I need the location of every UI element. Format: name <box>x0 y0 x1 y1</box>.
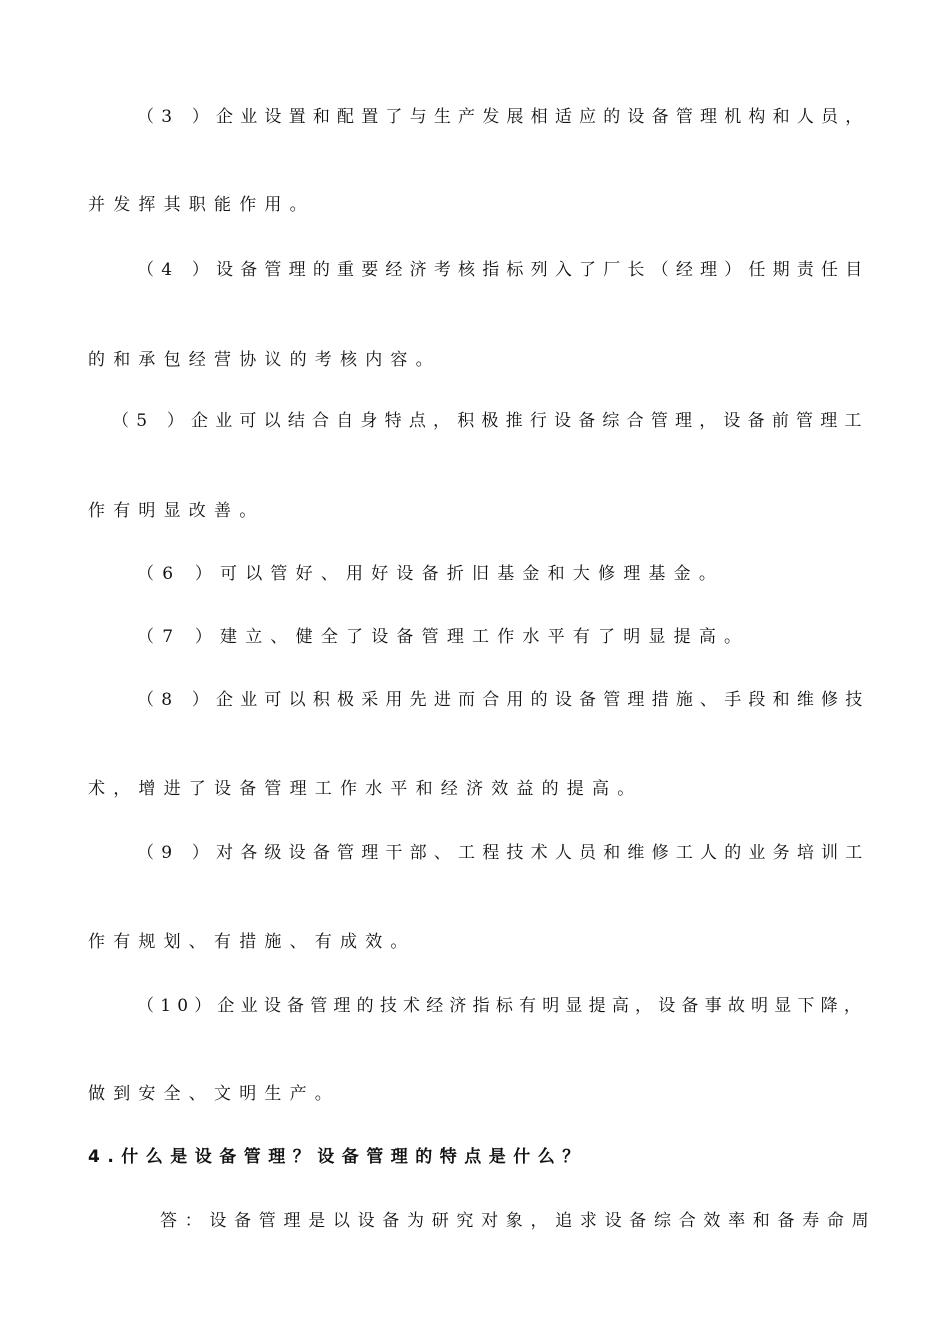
paragraph-line: （10）企业设备管理的技术经济指标有明显提高，设备事故明显下降， <box>137 996 868 1016</box>
paragraph-line: 答：设备管理是以设备为研究对象，追求设备综合效率和备寿命周 <box>160 1211 877 1231</box>
paragraph-line: （3 ）企业设置和配置了与生产发展相适应的设备管理机构和人员， <box>137 107 870 127</box>
paragraph-line: 的和承包经营协议的考核内容。 <box>88 350 441 370</box>
paragraph-line: 术，增进了设备管理工作水平和经济效益的提高。 <box>88 779 643 799</box>
paragraph-line: 作有规划、有措施、有成效。 <box>88 932 416 952</box>
paragraph-line: 并发挥其职能作用。 <box>88 195 315 215</box>
section-heading: 4.什么是设备管理？设备管理的特点是什么？ <box>88 1147 587 1167</box>
paragraph-line: （4 ）设备管理的重要经济考核指标列入了厂长（经理）任期责任目 <box>137 260 870 280</box>
paragraph-line: （7 ）建立、健全了设备管理工作水平有了明显提高。 <box>137 627 750 647</box>
paragraph-line: （5 ）企业可以结合自身特点，积极推行设备综合管理，设备前管理工 <box>112 411 869 431</box>
paragraph-line: 作有明显改善。 <box>88 501 265 521</box>
paragraph-line: （9 ）对各级设备管理干部、工程技术人员和维修工人的业务培训工 <box>137 843 870 863</box>
paragraph-line: （6 ）可以管好、用好设备折旧基金和大修理基金。 <box>137 564 725 584</box>
paragraph-line: （8 ）企业可以积极采用先进而合用的设备管理措施、手段和维修技 <box>137 690 870 710</box>
paragraph-line: 做到安全、文明生产。 <box>88 1084 340 1104</box>
